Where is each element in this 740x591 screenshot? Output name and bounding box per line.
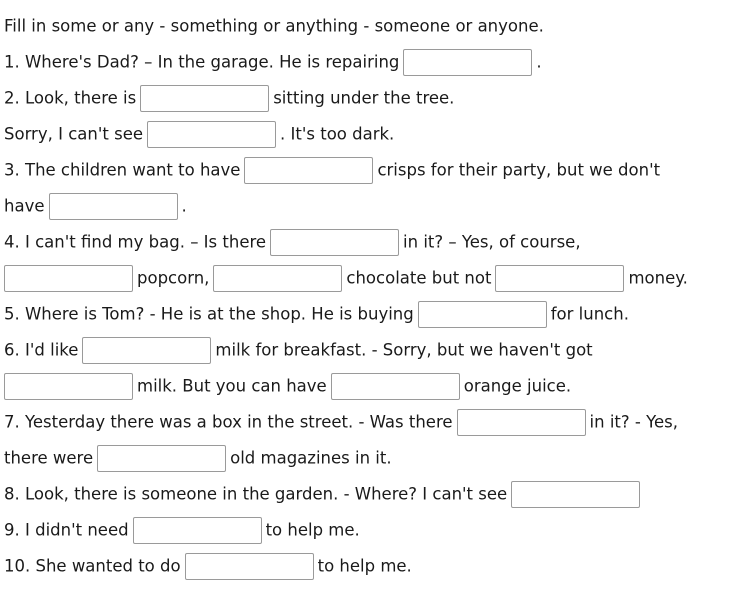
exercise-line bbox=[4, 548, 412, 584]
answer-gap-input[interactable] bbox=[4, 373, 133, 400]
answer-gap-input[interactable] bbox=[270, 229, 399, 256]
answer-gap-input[interactable] bbox=[97, 445, 226, 472]
answer-gap-input[interactable] bbox=[147, 121, 276, 148]
answer-gap-input[interactable] bbox=[331, 373, 460, 400]
sentence-text: . bbox=[536, 52, 542, 72]
exercise-line bbox=[4, 332, 593, 368]
sentence-text: 5. Where is Tom? - He is at the shop. He is buying bbox=[4, 304, 414, 324]
exercise-line bbox=[4, 224, 581, 260]
answer-gap-input[interactable] bbox=[185, 553, 314, 580]
exercise-line bbox=[4, 404, 678, 440]
answer-gap-input[interactable] bbox=[418, 301, 547, 328]
sentence-text: there were bbox=[4, 448, 94, 468]
sentence-text: to help me. bbox=[265, 520, 360, 540]
sentence-text: in it? – Yes, of course, bbox=[403, 232, 581, 252]
answer-gap-input[interactable] bbox=[49, 193, 178, 220]
sentence-text: crisps for their party, but we don't bbox=[377, 160, 661, 180]
sentence-text: 8. Look, there is someone in the garden. - Where? I can't see bbox=[4, 484, 508, 504]
answer-gap-input[interactable] bbox=[244, 157, 373, 184]
sentence-text: 9. I didn't need bbox=[4, 520, 129, 540]
exercise-line bbox=[4, 368, 571, 404]
sentence-text: milk for breakfast. - Sorry, but we haven't got bbox=[215, 340, 593, 360]
exercise-line bbox=[4, 80, 454, 116]
instructions bbox=[4, 8, 544, 44]
sentence-text: for lunch. bbox=[550, 304, 629, 324]
sentence-text: 7. Yesterday there was a box in the street. - Was there bbox=[4, 412, 453, 432]
exercise-line bbox=[4, 188, 187, 224]
exercise-line bbox=[4, 440, 392, 476]
sentence-text: to help me. bbox=[317, 556, 412, 576]
sentence-text: 2. Look, there is bbox=[4, 88, 137, 108]
answer-gap-input[interactable] bbox=[82, 337, 211, 364]
sentence-text: 3. The children want to have bbox=[4, 160, 241, 180]
sentence-text: orange juice. bbox=[463, 376, 572, 396]
instructions-text: Fill in some or any - something or anything - someone or anyone. bbox=[4, 16, 544, 36]
sentence-text: sitting under the tree. bbox=[273, 88, 455, 108]
exercise-line bbox=[4, 116, 394, 152]
exercise-line bbox=[4, 152, 660, 188]
sentence-text: popcorn, bbox=[137, 268, 210, 288]
answer-gap-input[interactable] bbox=[213, 265, 342, 292]
answer-gap-input[interactable] bbox=[4, 265, 133, 292]
exercise-line bbox=[4, 512, 360, 548]
sentence-text: . It's too dark. bbox=[280, 124, 395, 144]
sentence-text: 6. I'd like bbox=[4, 340, 79, 360]
sentence-text: . bbox=[181, 196, 187, 216]
exercise-line bbox=[4, 44, 542, 80]
answer-gap-input[interactable] bbox=[511, 481, 640, 508]
sentence-text: in it? - Yes, bbox=[589, 412, 678, 432]
exercise-line bbox=[4, 260, 688, 296]
sentence-text: Sorry, I can't see bbox=[4, 124, 144, 144]
answer-gap-input[interactable] bbox=[457, 409, 586, 436]
answer-gap-input[interactable] bbox=[133, 517, 262, 544]
sentence-text: 4. I can't find my bag. – Is there bbox=[4, 232, 267, 252]
sentence-text: 1. Where's Dad? – In the garage. He is repairing bbox=[4, 52, 400, 72]
sentence-text: money. bbox=[628, 268, 688, 288]
exercise-line bbox=[4, 476, 644, 512]
answer-gap-input[interactable] bbox=[403, 49, 532, 76]
exercise-line bbox=[4, 296, 629, 332]
sentence-text: milk. But you can have bbox=[137, 376, 327, 396]
sentence-text: chocolate but not bbox=[346, 268, 492, 288]
answer-gap-input[interactable] bbox=[140, 85, 269, 112]
sentence-text: 10. She wanted to do bbox=[4, 556, 181, 576]
answer-gap-input[interactable] bbox=[495, 265, 624, 292]
sentence-text: old magazines in it. bbox=[230, 448, 392, 468]
sentence-text: have bbox=[4, 196, 45, 216]
